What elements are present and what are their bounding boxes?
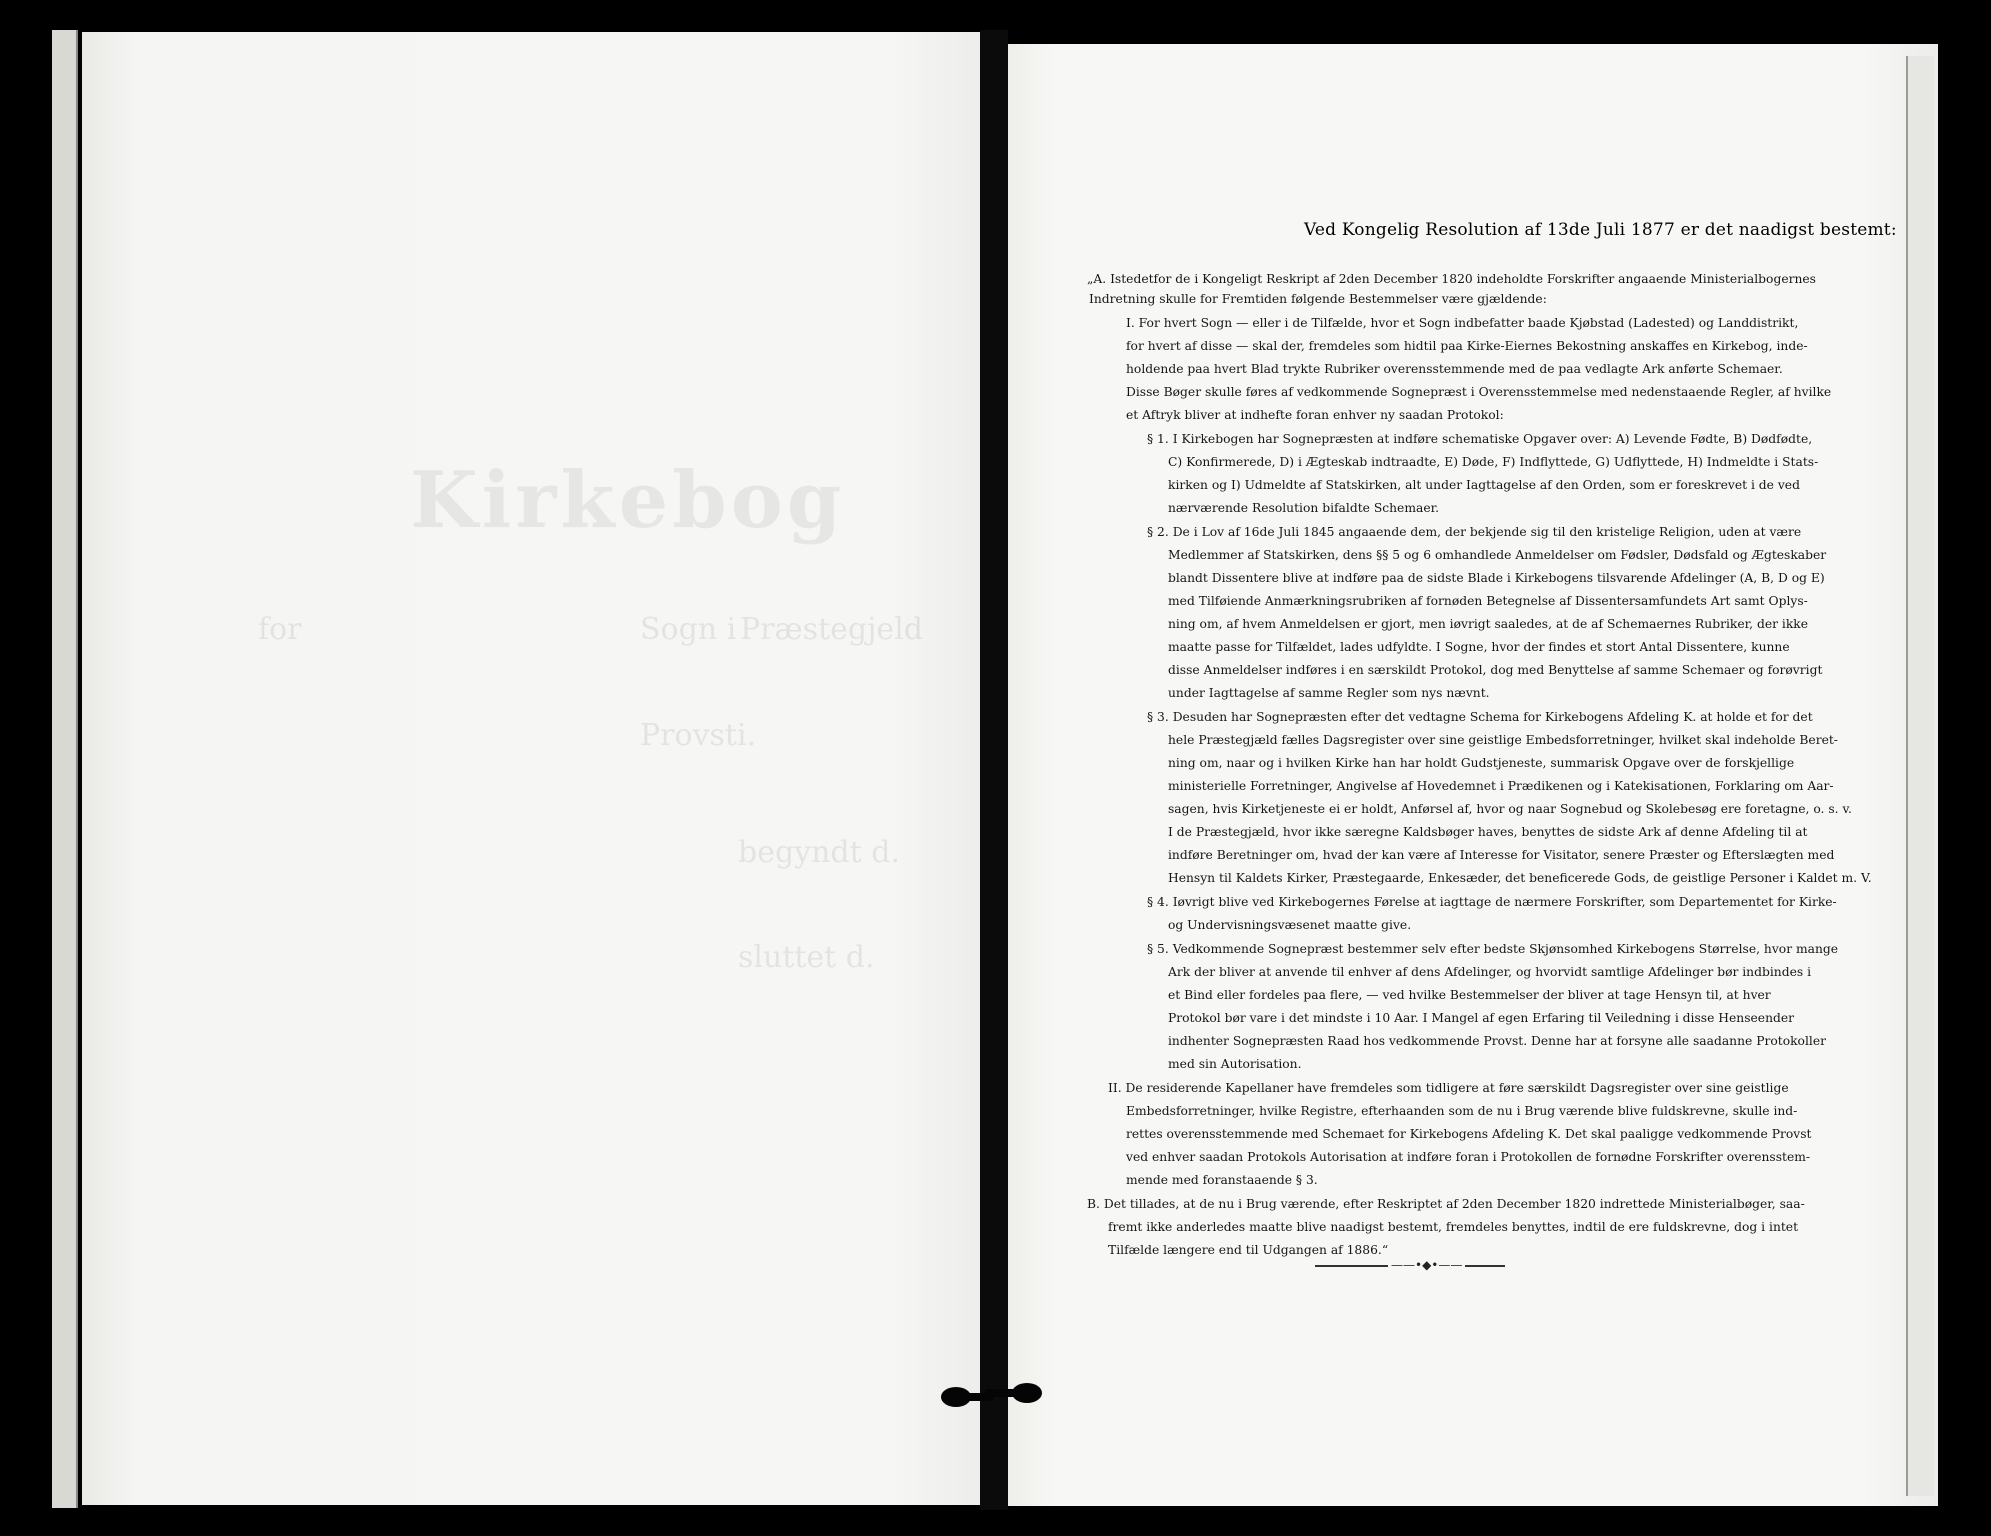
document-line: rettes overensstemmende med Schemaet for Kirkebogens Afdeling K. Det skal paaligge vedkommende Provst bbox=[1126, 1127, 1812, 1141]
document-line: § 5. Vedkommende Sognepræst bestemmer selv efter bedste Skjønsomhed Kirkebogens Størrelse, hvor mange bbox=[1147, 942, 1839, 956]
bleed-line-for: for bbox=[258, 612, 302, 647]
document-line: Protokol bør vare i det mindste i 10 Aar. I Mangel af egen Erfaring til Veiledning i disse Henseender bbox=[1168, 1011, 1795, 1025]
document-line: Hensyn til Kaldets Kirker, Præstegaarde, Enkesæder, det beneficerede Gods, de geistlige Personer i Kaldet m. V. bbox=[1168, 871, 1872, 885]
document-line: fremt ikke anderledes maatte blive naadigst bestemt, fremdeles benyttes, indtil de ere fuldskrevne, dog i intet bbox=[1108, 1220, 1799, 1234]
book-gutter bbox=[980, 30, 1008, 1510]
left-page bbox=[82, 32, 980, 1505]
document-line: „A. Istedetfor de i Kongeligt Reskript af 2den December 1820 indeholdte Forskrifter angaaende Ministerialbogernes bbox=[1087, 272, 1816, 286]
document-line: Medlemmer af Statskirken, dens §§ 5 og 6 omhandlede Anmeldelser om Fødsler, Dødsfald og Ægteskaber bbox=[1168, 548, 1827, 562]
document-line: maatte passe for Tilfældet, lades udfyldte. I Sogne, hvor der findes et stort Antal Dissentere, kunne bbox=[1168, 640, 1790, 654]
document-line: § 2. De i Lov af 16de Juli 1845 angaaende dem, der bekjende sig til den kristelige Religion, uden at være bbox=[1147, 525, 1802, 539]
document-line: Indretning skulle for Fremtiden følgende Bestemmelser være gjældende: bbox=[1089, 292, 1547, 306]
document-line: kirken og I) Udmeldte af Statskirken, alt under Iagttagelse af den Orden, som er foreskrevet i de ved bbox=[1168, 478, 1800, 492]
bleed-line-praestegjeld: Præstegjeld bbox=[740, 612, 923, 647]
bleed-line-sluttet: sluttet d. bbox=[738, 940, 875, 975]
document-line: ning om, af hvem Anmeldelsen er gjort, men iøvrigt saaledes, at de af Schemaernes Rubriker, der ikke bbox=[1168, 617, 1809, 631]
document-line: indhenter Sognepræsten Raad hos vedkommende Provst. Denne har at forsyne alle saadanne Protokoller bbox=[1168, 1034, 1826, 1048]
document-line: B. Det tillades, at de nu i Brug værende, efter Reskriptet af 2den December 1820 indrettede Ministerialbøger, saa- bbox=[1087, 1197, 1805, 1211]
document-line: Disse Bøger skulle føres af vedkommende Sognepræst i Overensstemmelse med nedenstaaende Regler, af hvilke bbox=[1126, 385, 1832, 399]
document-line: disse Anmeldelser indføres i en særskildt Protokol, dog med Benyttelse af samme Schemaer og forøvrigt bbox=[1168, 663, 1823, 677]
document-line: § 4. Iøvrigt blive ved Kirkebogernes Førelse at iagttage de nærmere Forskrifter, som Departementet for Kirke- bbox=[1147, 895, 1837, 909]
document-line: hele Præstegjæld fælles Dagsregister over sine geistlige Embedsforretninger, hvilket skal indeholde Beret- bbox=[1168, 733, 1838, 747]
bleed-line-sogn: Sogn i bbox=[640, 612, 737, 647]
document-line: med sin Autorisation. bbox=[1168, 1057, 1302, 1071]
right-page bbox=[1008, 44, 1938, 1506]
document-line: ministerielle Forretninger, Angivelse af Hovedemnet i Prædikenen og i Katekisationen, Forklaring om Aar- bbox=[1168, 779, 1834, 793]
right-book-edge bbox=[1906, 56, 1934, 1496]
document-line: I. For hvert Sogn — eller i de Tilfælde, hvor et Sogn indbefatter baade Kjøbstad (Ladested) og Landdistrikt, bbox=[1126, 316, 1799, 330]
document-line: II. De residerende Kapellaner have fremdeles som tidligere at føre særskildt Dagsregister over sine geistlige bbox=[1108, 1081, 1789, 1095]
document-line: nærværende Resolution bifaldte Schemaer. bbox=[1168, 501, 1440, 515]
document-line: under Iagttagelse af samme Regler som nys nævnt. bbox=[1168, 686, 1490, 700]
document-line: med Tilføiende Anmærkningsrubriken af fornøden Betegnelse af Dissentersamfundets Art samt Oplys- bbox=[1168, 594, 1808, 608]
document-line: sagen, hvis Kirketjeneste ei er holdt, Anførsel af, hvor og naar Sognebud og Skolebesøg ere foretagne, o. s. v. bbox=[1168, 802, 1852, 816]
document-line: ved enhver saadan Protokols Autorisation at indføre foran i Protokollen de fornødne Forskrifter overensstem- bbox=[1126, 1150, 1811, 1164]
document-line: for hvert af disse — skal der, fremdeles som hidtil paa Kirke-Eiernes Bekostning anskaffes en Kirkebog, inde- bbox=[1126, 339, 1808, 353]
document-line: indføre Beretninger om, hvad der kan være af Interesse for Visitator, senere Præster og Efterslægten med bbox=[1168, 848, 1835, 862]
document-line: holdende paa hvert Blad trykte Rubriker overensstemmende med de paa vedlagte Ark anførte Schemaer. bbox=[1126, 362, 1783, 376]
document-line: § 1. I Kirkebogen har Sognepræsten at indføre schematiske Opgaver over: A) Levende Fødte, B) Dødfødte, bbox=[1147, 432, 1813, 446]
document-line: Ark der bliver at anvende til enhver af dens Afdelinger, og hvorvidt samtlige Afdelinger bør indbindes i bbox=[1168, 965, 1812, 979]
document-line: § 3. Desuden har Sognepræsten efter det vedtagne Schema for Kirkebogens Afdeling K. at holde et for det bbox=[1147, 710, 1813, 724]
binding-clip-icon bbox=[975, 1378, 1045, 1408]
document-line: Tilfælde længere end til Udgangen af 1886.“ bbox=[1108, 1243, 1389, 1257]
document-line: ning om, naar og i hvilken Kirke han har holdt Gudstjeneste, summarisk Opgave over de forskjellige bbox=[1168, 756, 1795, 770]
document-heading: Ved Kongelig Resolution af 13de Juli 1877 er det naadigst bestemt: bbox=[1304, 220, 1897, 240]
document-line: C) Konfirmerede, D) i Ægteskab indtraadte, E) Døde, F) Indflyttede, G) Udflyttede, H) Indmeldte i Stats- bbox=[1168, 455, 1819, 469]
document-line: Embedsforretninger, hvilke Registre, efterhaanden som de nu i Brug værende blive fuldskrevne, skulle ind- bbox=[1126, 1104, 1798, 1118]
document-line: I de Præstegjæld, hvor ikke særegne Kaldsbøger haves, benyttes de sidste Ark af denne Afdeling til at bbox=[1168, 825, 1808, 839]
document-line: blandt Dissentere blive at indføre paa de sidste Blade i Kirkebogens tilsvarende Afdelinger (A, B, D og E) bbox=[1168, 571, 1825, 585]
document-line: et Aftryk bliver at indhefte foran enhver ny saadan Protokol: bbox=[1126, 408, 1504, 422]
bleed-line-begyndt: begyndt d. bbox=[738, 835, 900, 870]
document-line: et Bind eller fordeles paa flere, — ved hvilke Bestemmelser der bliver at tage Hensyn til, at hver bbox=[1168, 988, 1771, 1002]
document-line: mende med foranstaaende § 3. bbox=[1126, 1173, 1318, 1187]
document-line: og Undervisningsvæsenet maatte give. bbox=[1168, 918, 1412, 932]
separator-ornament: ——•◆•—— bbox=[1388, 1258, 1465, 1272]
bleed-line-provsti: Provsti. bbox=[640, 718, 757, 753]
bleed-title: Kirkebog bbox=[410, 455, 846, 546]
left-book-edge bbox=[52, 30, 78, 1508]
